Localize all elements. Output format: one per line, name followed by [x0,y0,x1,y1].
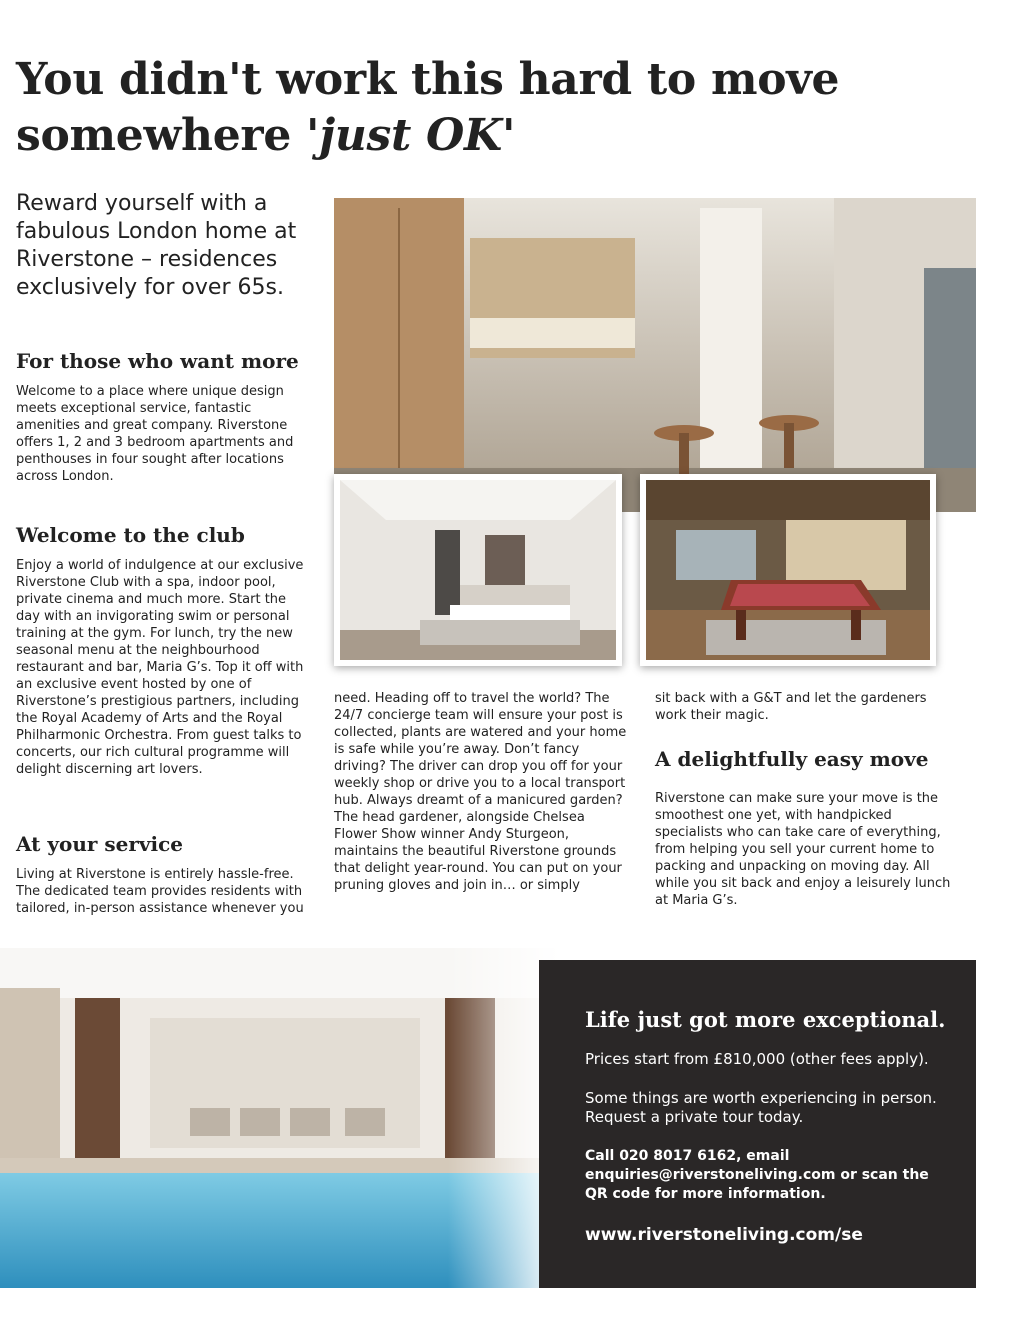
section-body-move: Riverstone can make sure your move is the smoothest one yet, with handpicked specialists who can take care of everything, from helping you sell your current home to packing and unpacking on moving day. All while you sit back and enjoy a leisurely lunch at Maria G’s. [655,791,951,908]
section-body-service-part3: sit back with a G&T and let the gardeners work their magic. [655,691,927,723]
cta-tour-text: Some things are worth experiencing in person. Request a private tour today. [585,1089,937,1126]
lead-paragraph: Reward yourself with a fabulous London home at Riverstone – residences exclusively for over 65s. [16,191,297,300]
section-body-service-part1: Living at Riverstone is entirely hassle-free. The dedicated team provides residents with tailored, in-person assistance whenever you [16,867,304,916]
section-heading-service: At your service [16,832,184,856]
headline-emphasis: 'just OK' [306,110,516,161]
section-heading-more: For those who want more [16,349,299,373]
games-room-photo [640,474,936,666]
art-studio-photo [334,198,976,512]
cta-contact-details: Call 020 8017 6162, email enquiries@riverstoneliving.com or scan the QR code for more information. [585,1148,929,1202]
call-to-action-panel [539,960,976,1288]
section-heading-club: Welcome to the club [16,523,245,547]
section-body-more: Welcome to a place where unique design meets exceptional service, fantastic amenities and great company. Riverstone offers 1, 2 and 3 bedroom apartments and penthouses in four sought after locations across London. [16,384,294,484]
section-body-service-part2: need. Heading off to travel the world? The 24/7 concierge team will ensure your post is collected, plants are watered and your home is safe while you’re away. Don’t fancy driving? The driver can drop you off for your weekly shop or drive you to a local transport hub. Always dreamt of a manicured garden? The head gardener, alongside Chelsea Flower Show winner Andy Sturgeon, maintains the beautiful Riverstone grounds that delight year-round. You can put on your pruning gloves and join in… or simply [334,691,627,893]
cta-website-link[interactable]: www.riverstoneliving.com/se [585,1225,863,1245]
section-body-club: Enjoy a world of indulgence at our exclusive Riverstone Club with a spa, indoor pool, private cinema and much more. Start the day with an invigorating swim or personal training at the gym. For lunch, try the new seasonal menu at the neighbourhood restaurant and bar, Maria G’s. Top it off with an exclusive event hosted by one of Riverstone’s prestigious partners, including the Royal Academy of Arts and the Royal Philharmonic Orchestra. From guest talks to concerts, our rich cultural programme will delight discerning art lovers. [16,558,304,777]
cta-title: Life just got more exceptional. [585,1007,946,1032]
headline-line2: somewhere [16,110,307,161]
indoor-pool-photo [0,948,560,1288]
section-heading-move: A delightfully easy move [655,747,929,771]
cta-prices: Prices start from £810,000 (other fees apply). [585,1050,929,1068]
bedroom-photo [334,474,622,666]
page-headline [16,52,916,164]
headline-line1: You didn't work this hard to move [16,54,840,105]
